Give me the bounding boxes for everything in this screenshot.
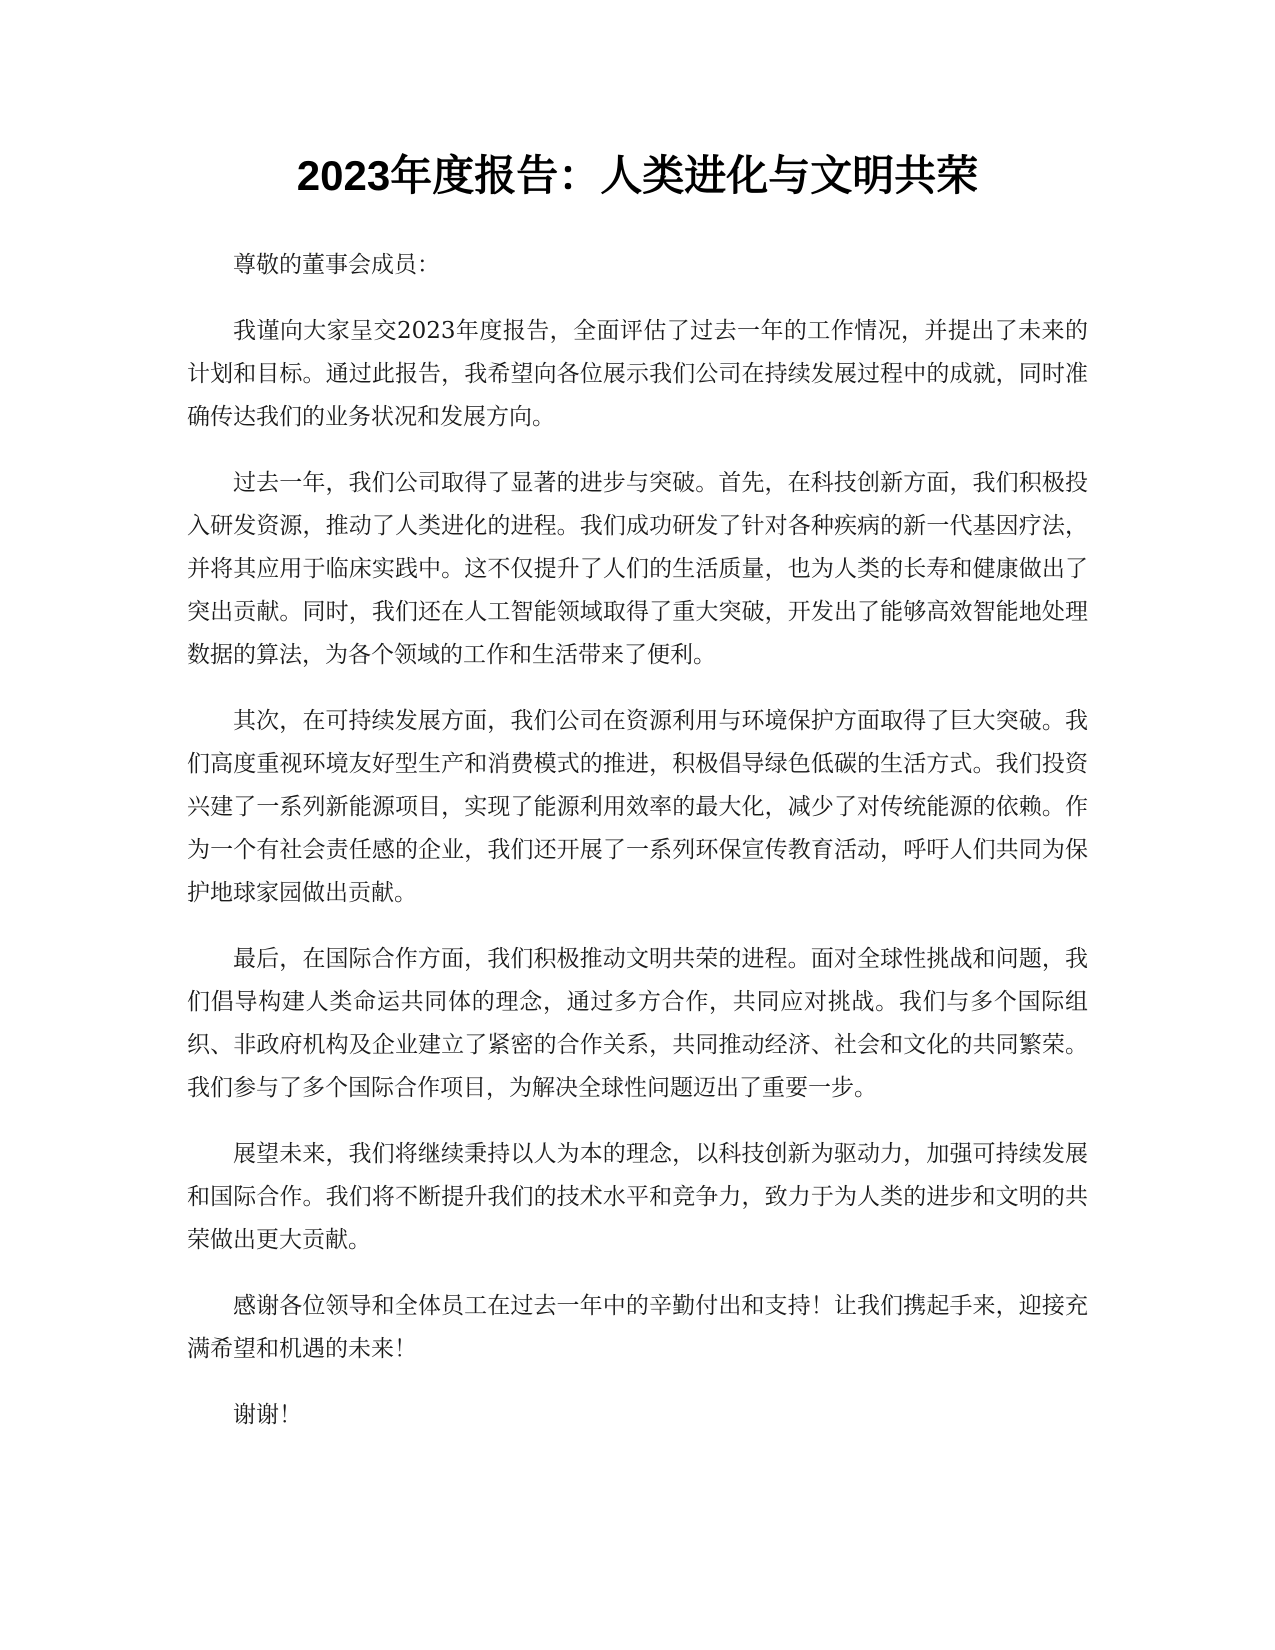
document-title: 2023年度报告：人类进化与文明共荣 [296,152,979,199]
paragraph-thanks: 感谢各位领导和全体员工在过去一年中的辛勤付出和支持！让我们携起手来，迎接充满希望和机遇的未来！ [187,1293,1088,1362]
paragraph-international: 最后，在国际合作方面，我们积极推动文明共荣的进程。面对全球性挑战和问题，我们倡导构建人类命运共同体的理念，通过多方合作，共同应对挑战。我们与多个国际组织、非政府机构及企业建立了紧密的合作关系，共同推动经济、社会和文化的共同繁荣。我们参与了多个国际合作项目，为解决全球性问题迈出了重要一步。 [187,946,1088,1101]
salutation: 尊敬的董事会成员： [233,252,440,278]
paragraph-outlook: 展望未来，我们将继续秉持以人为本的理念，以科技创新为驱动力，加强可持续发展和国际合作。我们将不断提升我们的技术水平和竞争力，致力于为人类的进步和文明的共荣做出更大贡献。 [187,1141,1088,1253]
document-body [187,244,1088,1460]
closing: 谢谢！ [233,1402,302,1428]
paragraph-sustainability: 其次，在可持续发展方面，我们公司在资源利用与环境保护方面取得了巨大突破。我们高度重视环境友好型生产和消费模式的推进，积极倡导绿色低碳的生活方式。我们投资兴建了一系列新能源项目，实现了能源利用效率的最大化，减少了对传统能源的依赖。作为一个有社会责任感的企业，我们还开展了一系列环保宣传教育活动，呼吁人们共同为保护地球家园做出贡献。 [187,708,1088,906]
paragraph-technology: 过去一年，我们公司取得了显著的进步与突破。首先，在科技创新方面，我们积极投入研发资源，推动了人类进化的进程。我们成功研发了针对各种疾病的新一代基因疗法，并将其应用于临床实践中。这不仅提升了人们的生活质量，也为人类的长寿和健康做出了突出贡献。同时，我们还在人工智能领域取得了重大突破，开发出了能够高效智能地处理数据的算法，为各个领域的工作和生活带来了便利。 [187,470,1088,668]
paragraph-intro: 我谨向大家呈交2023年度报告，全面评估了过去一年的工作情况，并提出了未来的计划和目标。通过此报告，我希望向各位展示我们公司在持续发展过程中的成就，同时准确传达我们的业务状况和发展方向。 [187,318,1088,430]
